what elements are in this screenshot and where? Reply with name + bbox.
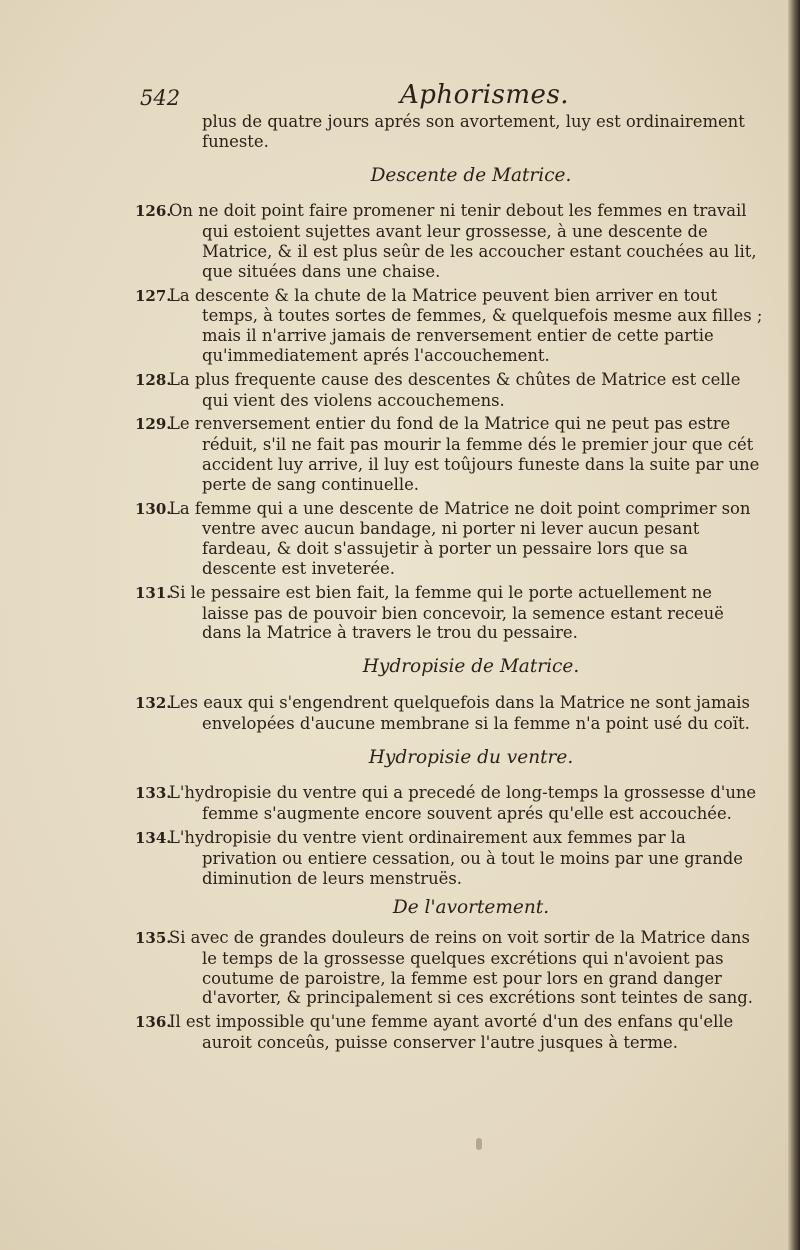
section-heading: De l'avortement. <box>392 897 550 919</box>
section-heading: Hydropisie de Matrice. <box>362 656 580 678</box>
aphorism-number: 129. <box>135 415 172 434</box>
aphorism-text: L'hydropisie du ventre qui a precedé de long-temps la grossesse d'une femme s'augmente encore souvent aprés qu'elle est accouchée. <box>169 783 757 824</box>
aphorism-text: Si le pessaire est bien fait, la femme qui le porte actuellement ne laisse pas de pouvoir bien concevoir, la semence estant receuë dans la Matrice à travers le trou du pessaire. <box>169 582 724 643</box>
aphorism-text: Les eaux qui s'engendrent quelquefois dans la Matrice ne sont jamais envelopées d'aucune membrane si la femme n'a point usé du coït. <box>169 692 750 733</box>
section-heading: Descente de Matrice. <box>370 164 572 186</box>
aphorism <box>135 583 767 643</box>
aphorism-text: La descente & la chute de la Matrice peuvent bien arriver en tout temps, à toutes sortes de femmes, & quelquefois mesme aux filles ; mais il n'arrive jamais de renversement entier de cette partie qu'immediatement aprés l'accouchement. <box>169 285 763 365</box>
aphorism-number: 130. <box>135 499 172 518</box>
aphorism-number: 134. <box>135 828 172 847</box>
page-header <box>140 80 740 114</box>
continued-paragraph <box>135 112 767 152</box>
aphorism-text: Le renversement entier du fond de la Matrice qui ne peut pas estre réduit, s'il ne fait pas mourir la femme dés le premier jour que cét accident luy arrive, il luy est toûjours funeste dans la suite par une perte de sang continuelle. <box>169 414 760 494</box>
aphorism-text: On ne doit point faire promener ni tenir debout les femmes en travail qui estoient sujettes avant leur grossesse, à une descente de Matrice, & il est plus seûr de les accoucher estant couchées au lit, que situées dans une chaise. <box>169 201 757 281</box>
aphorism-number: 133. <box>135 784 172 803</box>
aphorism <box>135 693 767 734</box>
aphorism <box>135 286 767 366</box>
book-spine-shadow <box>788 0 800 1250</box>
aphorism <box>135 370 767 411</box>
aphorism-number: 127. <box>135 286 172 305</box>
aphorism-number: 132. <box>135 693 172 712</box>
aphorism-number: 131. <box>135 583 172 602</box>
running-head: Aphorismes. <box>400 80 570 110</box>
aphorism-number: 136. <box>135 1013 172 1032</box>
aphorism-text: La plus frequente cause des descentes & chûtes de Matrice est celle qui vient des violens accouchemens. <box>169 369 741 410</box>
aphorism-text: Si avec de grandes douleurs de reins on voit sortir de la Matrice dans le temps de la grossesse quelques excrétions qui n'avoient pas coutume de paroistre, la femme est pour lors en grand danger d'avorter, & principalement si ces excrétions sont teintes de sang. <box>169 928 753 1008</box>
aphorism-text: L'hydropisie du ventre vient ordinairement aux femmes par la privation ou entiere cessation, ou à tout le moins par une grande diminution de leurs menstruës. <box>169 827 743 888</box>
aphorism <box>135 499 767 579</box>
aphorism-number: 126. <box>135 202 172 221</box>
aphorism <box>135 414 767 494</box>
aphorism-text: plus de quatre jours aprés son avortement, luy est ordinairement funeste. <box>202 112 745 151</box>
page-number: 542 <box>140 86 181 110</box>
aphorism <box>135 201 767 281</box>
page-body <box>135 112 767 1057</box>
aphorism <box>135 928 767 1008</box>
aphorism-number: 135. <box>135 929 172 948</box>
section-heading: Hydropisie du ventre. <box>368 746 574 768</box>
aphorism-number: 128. <box>135 370 172 389</box>
aphorism <box>135 783 767 824</box>
aphorism <box>135 828 767 888</box>
aphorism-text: Il est impossible qu'une femme ayant avorté d'un des enfans qu'elle auroit conceûs, puisse conserver l'autre jusques à terme. <box>169 1012 734 1053</box>
aphorism <box>135 1012 767 1053</box>
aphorism-text: La femme qui a une descente de Matrice ne doit point comprimer son ventre avec aucun bandage, ni porter ni lever aucun pesant fardeau, & doit s'assujetir à porter un pessaire lors que sa descente est inveterée. <box>169 498 751 578</box>
decorative-mark <box>476 1138 482 1150</box>
